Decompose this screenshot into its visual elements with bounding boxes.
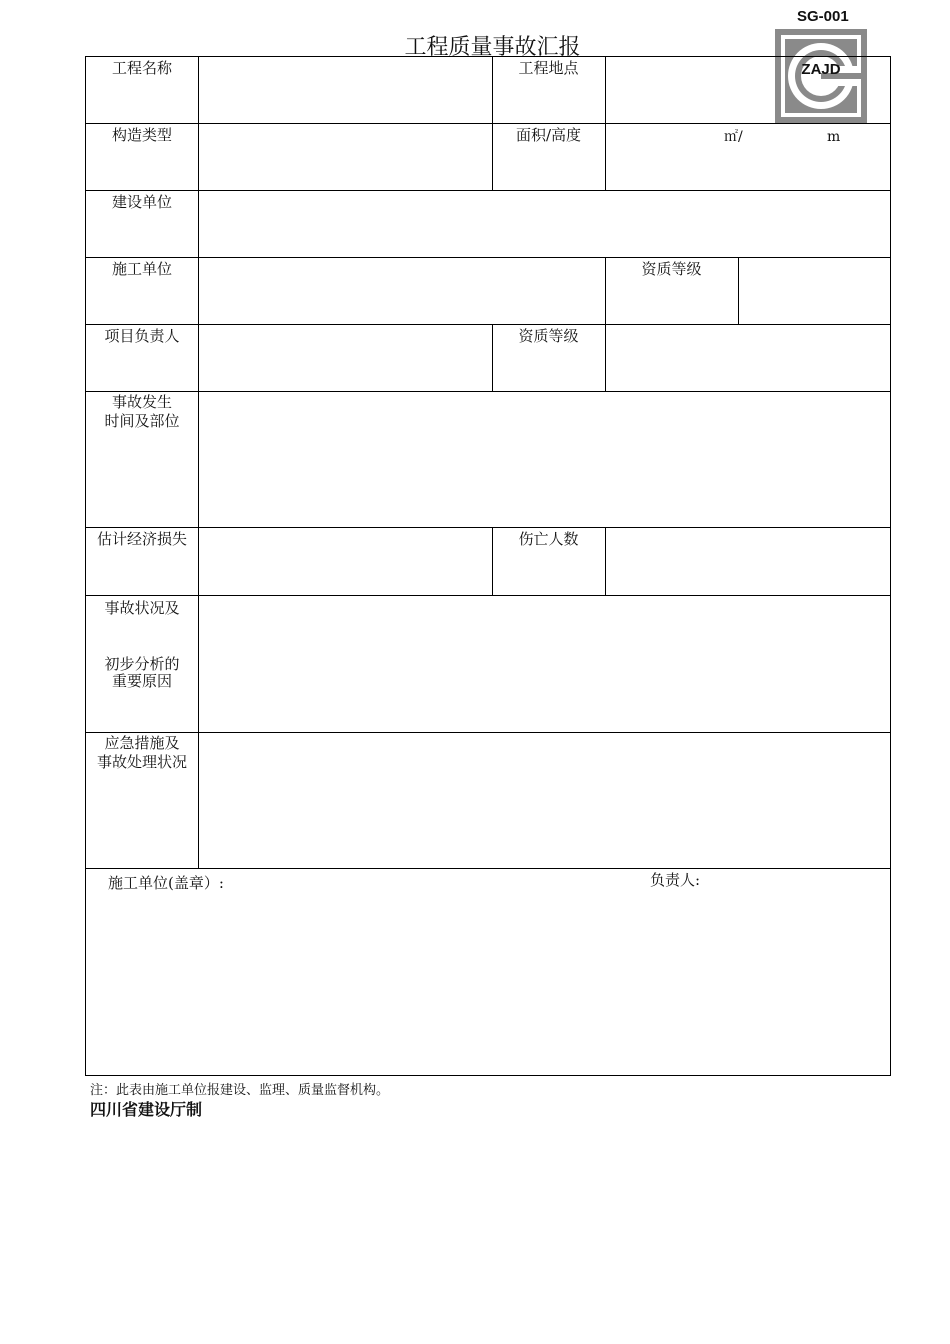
label-structure-type: 构造类型 — [111, 126, 172, 144]
col-divider — [605, 324, 606, 391]
row-divider — [86, 527, 890, 528]
label-casualties: 伤亡人数 — [518, 530, 579, 548]
label-project-location: 工程地点 — [518, 59, 579, 77]
row-divider — [86, 257, 890, 258]
label-estimated-loss: 估计经济损失 — [96, 530, 187, 548]
footer-note: 注：此表由施工单位报建设、监理、质量监督机构。 — [90, 1083, 390, 1098]
col-divider — [738, 257, 739, 324]
height-unit: m — [827, 129, 841, 145]
footer-publisher: 四川省建设厅制 — [90, 1100, 203, 1119]
label-accident-status-2: 初步分析的 — [104, 655, 180, 673]
label-responsible: 负责人: — [650, 871, 701, 889]
area-unit: ㎡/ — [724, 129, 743, 145]
row-divider — [86, 732, 890, 733]
label-builder-unit: 施工单位 — [111, 260, 172, 278]
label-manager-qualification: 资质等级 — [518, 327, 579, 345]
row-divider — [86, 324, 890, 325]
label-construction-unit: 建设单位 — [111, 193, 172, 211]
label-accident-time-2: 时间及部位 — [104, 412, 180, 430]
col-divider — [198, 57, 199, 868]
label-emergency-2: 事故处理状况 — [96, 753, 187, 771]
row-divider — [86, 190, 890, 191]
label-builder-qualification: 资质等级 — [641, 260, 702, 278]
row-divider — [86, 123, 890, 124]
label-project-manager: 项目负责人 — [104, 327, 180, 345]
form-code: SG-001 — [797, 8, 849, 25]
label-accident-status-3: 重要原因 — [111, 672, 172, 690]
col-divider — [605, 57, 606, 190]
label-seal: 施工单位(盖章）: — [108, 874, 224, 892]
report-form — [85, 56, 891, 1076]
row-divider — [86, 868, 890, 869]
label-accident-status-1: 事故状况及 — [104, 599, 180, 617]
row-divider — [86, 391, 890, 392]
row-divider — [86, 595, 890, 596]
page-title: 工程质量事故汇报 — [404, 35, 581, 60]
label-project-name: 工程名称 — [111, 59, 172, 77]
logo-text: ZAJD — [801, 61, 841, 78]
label-accident-time-1: 事故发生 — [111, 393, 172, 411]
label-area-height: 面积/高度 — [515, 126, 582, 144]
col-divider — [605, 527, 606, 595]
label-emergency-1: 应急措施及 — [104, 734, 180, 752]
